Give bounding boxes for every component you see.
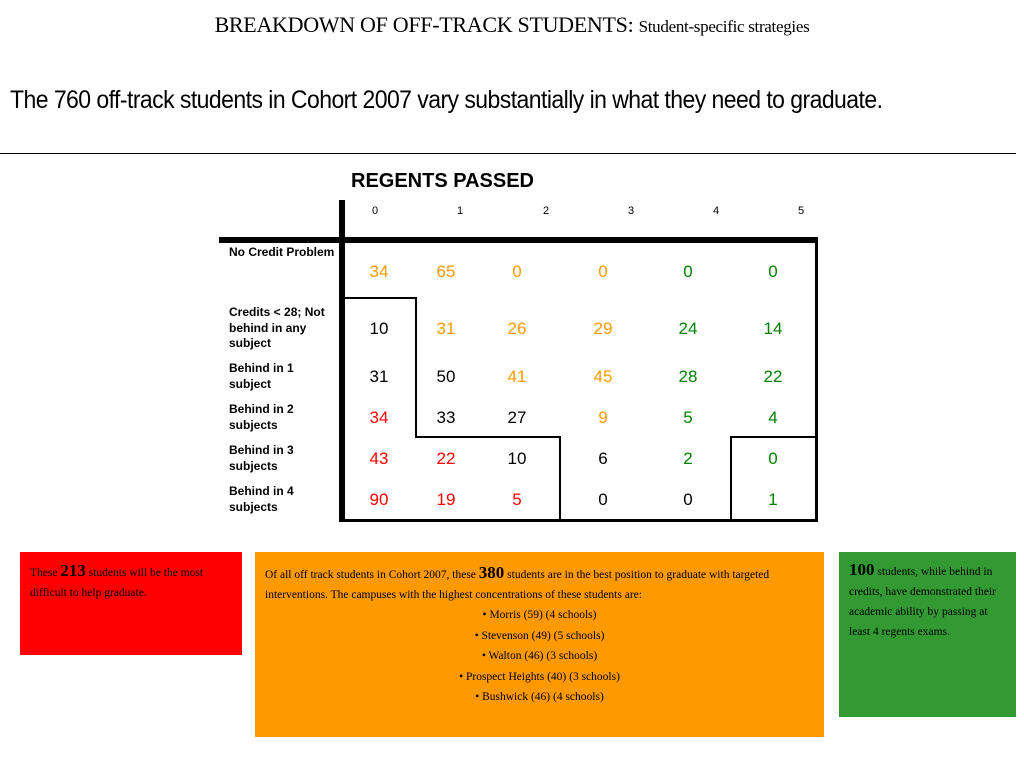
table-cell: 5	[512, 490, 522, 509]
table-cell: 10	[369, 319, 389, 338]
table-cell: 22	[436, 449, 456, 468]
table-right-border	[815, 241, 818, 522]
divider-rule	[0, 153, 1016, 154]
column-header: 5	[797, 205, 805, 217]
table-cell: 65	[436, 262, 456, 281]
table-cell: 24	[678, 319, 698, 338]
table-cell: 0	[598, 262, 608, 281]
row-label: Behind in 3 subjects	[229, 443, 294, 473]
table-vertical-axis-line	[339, 200, 345, 522]
row-label: Credits < 28; Not behind in any subject	[229, 305, 325, 350]
column-header: 3	[627, 205, 635, 217]
callout-green-text: students, while behind in credits, have demonstrated their academic ability by passing at least 4 regents exams.	[849, 566, 996, 638]
table-cell: 14	[763, 319, 783, 338]
table-cell: 34	[369, 408, 389, 427]
campus-list-item: • Stevenson (49) (5 schools)	[474, 629, 605, 642]
row-label: Behind in 2 subjects	[229, 402, 294, 432]
table-cell: 22	[763, 367, 783, 386]
table-cell: 19	[436, 490, 456, 509]
staircase-line	[415, 436, 561, 438]
table-cell: 0	[512, 262, 522, 281]
column-header: 2	[542, 205, 550, 217]
title-main: BREAKDOWN OF OFF-TRACK STUDENTS:	[214, 12, 634, 37]
campus-list-item: • Prospect Heights (40) (3 schools)	[459, 670, 620, 683]
table-cell: 0	[683, 490, 693, 509]
table-cell: 34	[369, 262, 389, 281]
lead-sentence: The 760 off-track students in Cohort 2007 vary substantially in what they need to graduate.	[10, 86, 883, 114]
table-cell: 50	[436, 367, 456, 386]
callout-red-pre: These	[30, 567, 58, 579]
slide-title	[0, 12, 1024, 38]
staircase-line	[559, 436, 561, 520]
title-sub: Student-specific strategies	[638, 17, 810, 36]
staircase-line	[730, 436, 732, 520]
table-header-rule	[219, 237, 818, 243]
table-cell: 26	[507, 319, 527, 338]
table-cell: 9	[598, 408, 608, 427]
table-cell: 29	[593, 319, 613, 338]
callout-orange-number: 380	[478, 563, 505, 582]
table-cell: 41	[507, 367, 527, 386]
table-cell: 27	[507, 408, 527, 427]
table-cell: 4	[768, 408, 778, 427]
table-bottom-border	[339, 519, 818, 522]
callout-red-text: students will be the most difficult to help graduate.	[30, 567, 204, 599]
table-cell: 0	[768, 449, 778, 468]
table-cell: 90	[369, 490, 389, 509]
staircase-line	[339, 297, 417, 299]
callout-hardest-students	[20, 552, 242, 655]
table-cell: 5	[683, 408, 693, 427]
callout-orange-pre: Of all off track students in Cohort 2007, these	[265, 569, 476, 581]
table-cell: 1	[768, 490, 778, 509]
campus-list-item: • Walton (46) (3 schools)	[481, 650, 598, 662]
table-cell: 2	[683, 449, 693, 468]
callout-red-number: 213	[60, 561, 86, 580]
table-cell: 33	[436, 408, 456, 427]
column-header: 1	[456, 205, 464, 217]
row-label: Behind in 1 subject	[229, 361, 294, 391]
table-cell: 31	[369, 367, 389, 386]
table-cell: 0	[683, 262, 693, 281]
table-cell: 43	[369, 449, 389, 468]
staircase-line	[730, 436, 817, 438]
table-cell: 45	[593, 367, 613, 386]
campus-list-item: • Morris (59) (4 schools)	[482, 609, 597, 621]
campus-list-item: • Bushwick (46) (4 schools)	[475, 691, 604, 703]
table-cell: 10	[507, 449, 527, 468]
column-header: 4	[712, 205, 720, 217]
row-label: Behind in 4 subjects	[229, 484, 294, 514]
callout-orange-text: students are in the best position to graduate with targeted interventions. The campuses with the highest concentrations of these students are:	[265, 569, 770, 601]
callout-best-position-students	[255, 552, 824, 737]
table-title: REGENTS PASSED	[351, 170, 534, 192]
row-label: No Credit Problem	[229, 245, 335, 259]
table-cell: 0	[768, 262, 778, 281]
column-header: 0	[371, 205, 379, 217]
table-cell: 28	[678, 367, 698, 386]
table-cell: 6	[598, 449, 608, 468]
callout-regents-passers	[839, 552, 1016, 717]
table-cell: 0	[598, 490, 608, 509]
table-cell: 31	[436, 319, 456, 338]
callout-green-number: 100	[849, 560, 875, 579]
